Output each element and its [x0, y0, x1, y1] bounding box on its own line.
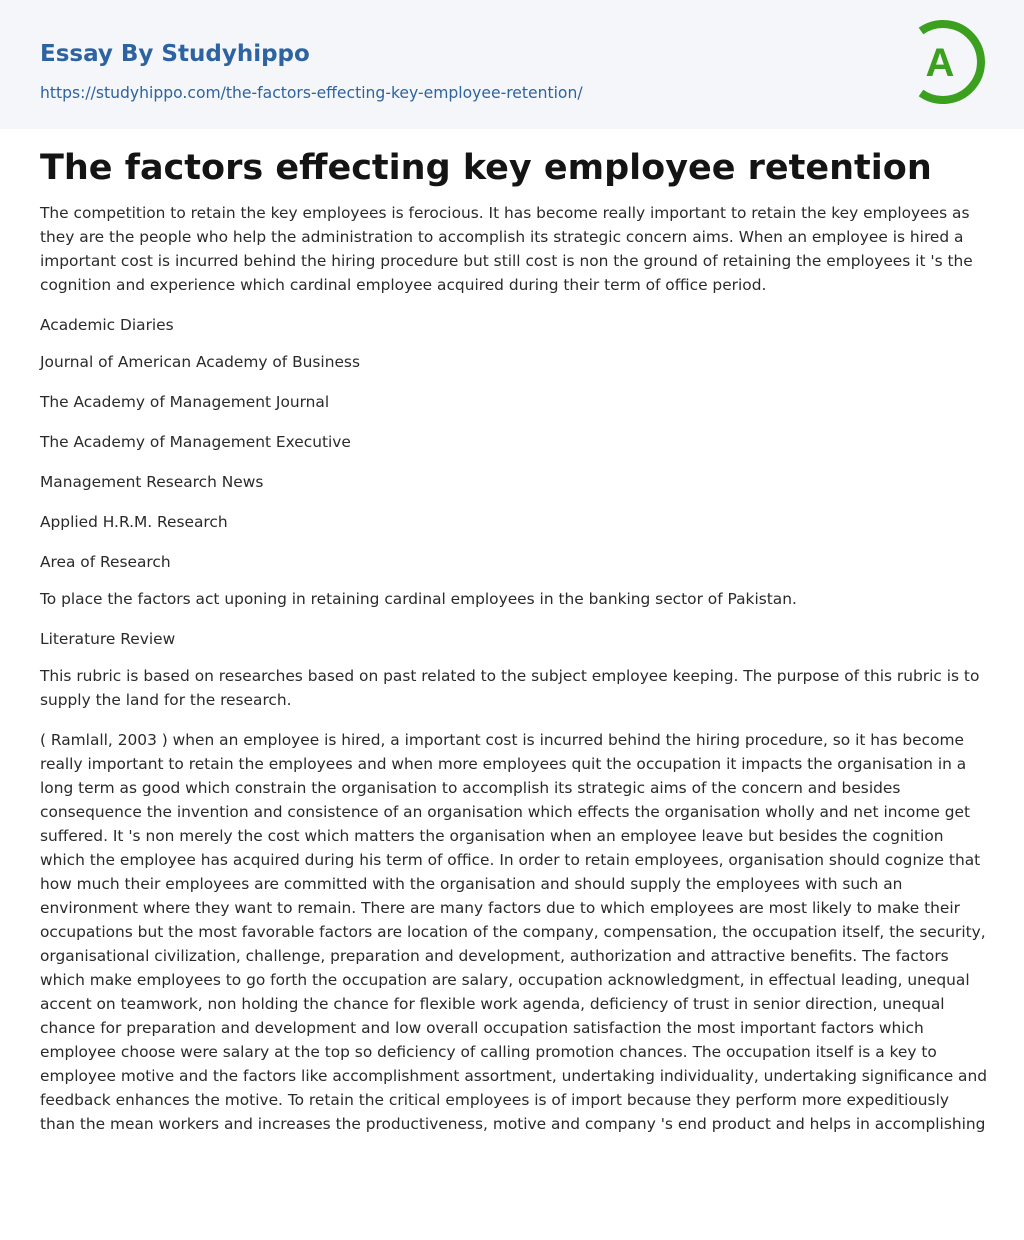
site-name[interactable]: Essay By Studyhippo	[40, 41, 310, 67]
literature-intro-paragraph: This rubric is based on researches based on past related to the subject employee keeping. The purpose of this rubric is to supply the land for the research.	[40, 667, 980, 709]
literature-body-paragraph: ( Ramlall, 2003 ) when an employee is hired, a important cost is incurred behind the hiring procedure, so it has become really important to retain the employees and when more employees quit the occupation it impacts the organisation in a long term as good which constrain the organisation to accomplish its strategic aims of the concern and besides consequence the invention and consistence of an organisation which effects the organisation wholly and net income get suffered. It 's non merely the cost which matters the organisation when an employee leave but besides the cognition which the employee has acquired during his term of office. In order to retain employees, organisation should cognize that how much their employees are committed with the organisation and should supply the employees with such an environment where they want to remain. There are many factors due to which employees are most likely to make their occupations but the most favorable factors are location of the company, compensation, the occupation itself, the security, organisational civilization, challenge, preparation and development, authorization and attractive benefits. The factors which make employees to go forth the occupation are salary, occupation acknowledgment, in effectual leading, unequal accent on teamwork, non holding the chance for flexible work agenda, deficiency of trust in senior direction, unequal chance for preparation and development and low overall occupation satisfaction the most important factors which employee choose were salary at the top so deficiency of calling promotion chances. The occupation itself is a key to employee motive and the factors like accomplishment assortment, undertaking individuality, undertaking significance and feedback enhances the motive. To retain the critical employees is of import because they perform more expeditiously than the mean workers and increases the productiveness, motive and company 's end product and helps in accomplishing	[40, 731, 988, 1133]
journal-item: The Academy of Management Journal	[40, 393, 330, 411]
page-url-link[interactable]: https://studyhippo.com/the-factors-effecting-key-employee-retention/	[40, 84, 583, 102]
intro-paragraph: The competition to retain the key employees is ferocious. It has become really important to retain the key employees as they are the people who help the administration to accomplish its strategic concern aims. When an employee is hired a important cost is incurred behind the hiring procedure but still cost is non the ground of retaining the employees it 's the cognition and experience which cardinal employee acquired during their term of office period.	[40, 204, 973, 294]
literature-review-heading: Literature Review	[40, 630, 176, 648]
journal-item: Journal of American Academy of Business	[40, 353, 360, 371]
logo-letter: A	[925, 41, 955, 85]
article-title: The factors effecting key employee retention	[40, 148, 932, 188]
journal-item: Management Research News	[40, 473, 264, 491]
academic-diaries-heading: Academic Diaries	[40, 316, 174, 334]
article	[40, 145, 988, 1176]
area-of-research-heading: Area of Research	[40, 553, 171, 571]
journal-item: The Academy of Management Executive	[40, 433, 351, 451]
studyhippo-logo-icon[interactable]	[904, 16, 990, 108]
area-of-research-text: To place the factors act uponing in retaining cardinal employees in the banking sector of Pakistan.	[40, 590, 797, 608]
site-header	[0, 0, 1024, 129]
journal-item: Applied H.R.M. Research	[40, 513, 228, 531]
